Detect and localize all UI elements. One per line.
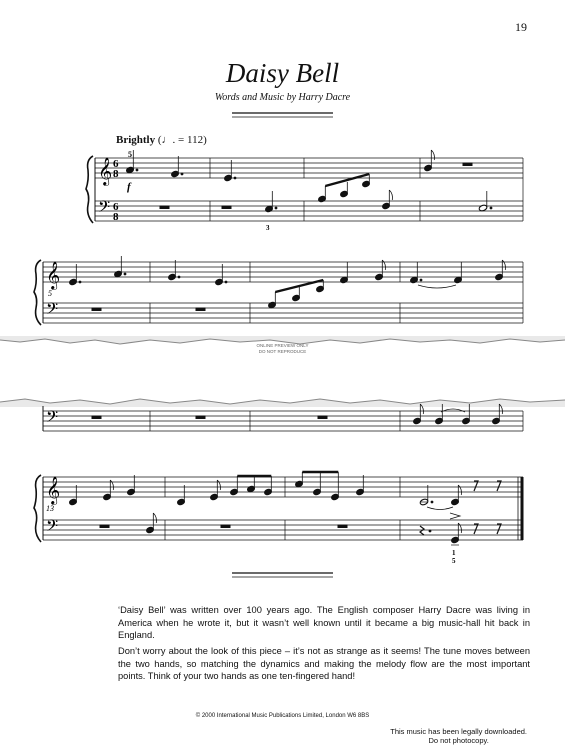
brace	[86, 156, 93, 223]
bass-clef: 𝄢	[46, 300, 59, 322]
time-sig-top: 6	[113, 158, 119, 170]
system-2	[34, 256, 523, 325]
section-divider	[232, 573, 333, 577]
fingering: 5	[128, 150, 132, 159]
treble-clef: 𝄞	[46, 261, 61, 289]
tempo-marking	[116, 134, 207, 146]
page-number: 19	[515, 20, 527, 34]
system-1	[86, 150, 523, 232]
time-sig-bottom: 8	[113, 168, 119, 180]
brace	[34, 260, 41, 325]
time-sig-bottom: 8	[113, 211, 119, 223]
time-sig-top: 6	[113, 201, 119, 213]
title-underline	[232, 113, 333, 117]
watermark-line: This music has been legally downloaded.	[390, 727, 527, 736]
copyright-notice: © 2000 International Music Publications Limited, London W6 8BS	[195, 713, 370, 719]
fingering: 5	[452, 557, 456, 565]
fingering: 1	[452, 549, 456, 557]
bass-clef: 𝄢	[46, 408, 59, 430]
fingering: 3	[266, 224, 270, 232]
notes	[126, 150, 492, 213]
download-watermark	[390, 727, 527, 745]
preview-notice: DO NOT REPRODUCE	[258, 349, 307, 354]
watermark-line: Do not photocopy.	[428, 736, 489, 745]
description-paragraph: ‘Daisy Bell’ was written over 100 years ago. The English composer Harry Dacre was living in America when he wrote it, but it wasn’t well known until it became a big music-hall hit back in England.	[118, 605, 530, 640]
tempo-word: Brightly	[116, 134, 156, 146]
dotted-quarter-icon: ♩.	[161, 134, 176, 146]
system-4	[34, 472, 523, 565]
tempo-open-paren: (	[157, 134, 162, 146]
treble-clef: 𝄞	[46, 476, 61, 504]
measure-number: 13	[46, 504, 54, 513]
description-paragraph: Don’t worry about the look of this piece – it’s not as strange as it seems! The tune moves between the two hands, so matching the dynamics and making the melody flow are the most important points. Think of your two hands as one ten-fingered hand!	[118, 646, 530, 681]
notes	[92, 404, 503, 425]
treble-clef: 𝄞	[98, 157, 113, 185]
preview-notice: ONLINE PREVIEW ONLY	[256, 343, 309, 348]
notes	[69, 256, 506, 311]
tempo-bpm: = 112	[178, 134, 204, 146]
song-credits: Words and Music by Harry Dacre	[214, 92, 351, 103]
measure-number: 5	[48, 289, 52, 298]
brace	[34, 475, 41, 542]
system-3	[43, 404, 523, 431]
bass-clef: 𝄢	[46, 517, 59, 539]
song-title: Daisy Bell	[225, 58, 340, 88]
tempo-close-paren: )	[203, 134, 207, 146]
bass-clef: 𝄢	[98, 198, 111, 220]
dynamic-marking: f	[127, 181, 131, 193]
